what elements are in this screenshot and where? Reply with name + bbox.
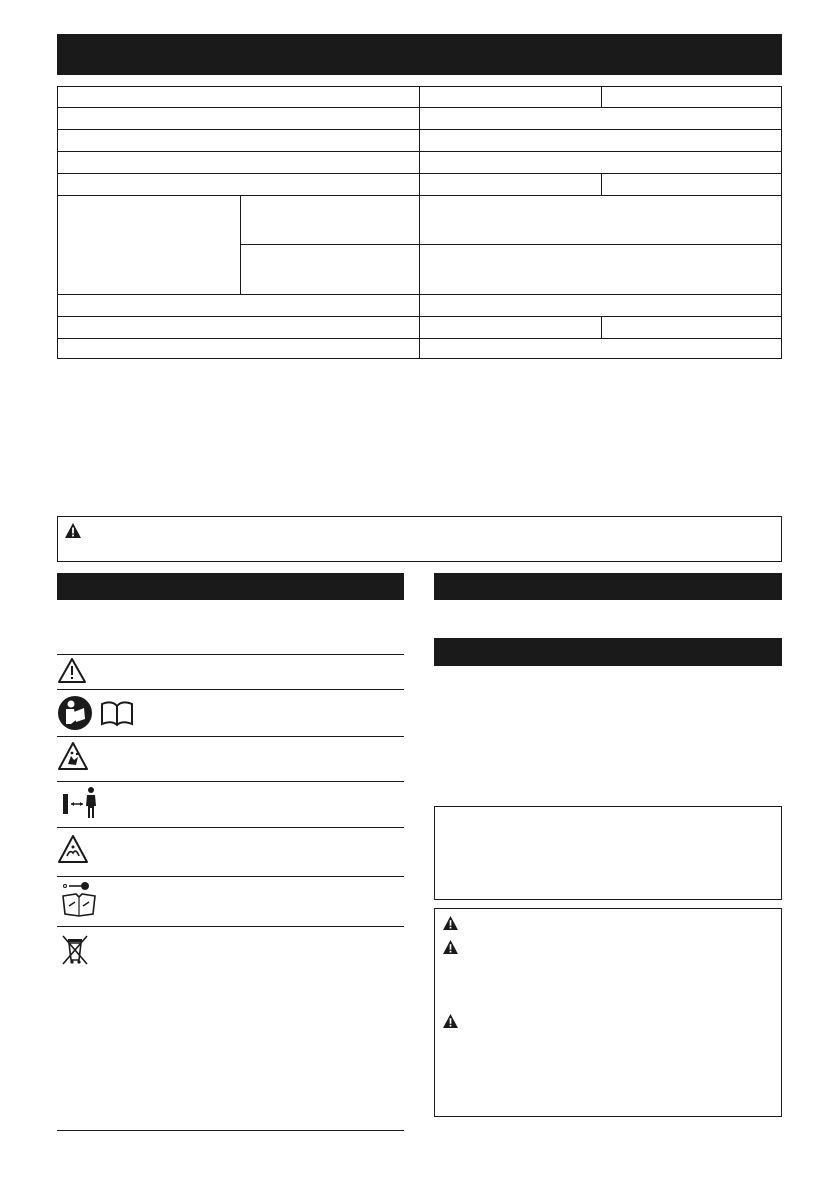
warning-box xyxy=(57,516,782,562)
warning-triangle-icon xyxy=(443,916,458,930)
falling-objects-icon xyxy=(57,741,89,771)
hazard-sign-icon xyxy=(57,834,89,864)
note-box xyxy=(434,806,782,900)
read-manual-icon xyxy=(57,694,135,732)
symbols-heading-bar xyxy=(57,573,404,600)
warning-triangle-icon xyxy=(65,523,81,538)
right-heading-bar-1 xyxy=(434,573,782,600)
title-bar xyxy=(57,34,782,75)
warning-triangle-icon xyxy=(443,1014,458,1028)
warning-triangle-icon xyxy=(57,657,87,684)
remove-key-icon xyxy=(61,880,99,920)
right-warning-box xyxy=(434,908,782,1117)
keep-distance-icon xyxy=(62,786,102,820)
no-disposal-bin-icon xyxy=(60,933,92,967)
right-heading-bar-2 xyxy=(434,638,782,666)
warning-triangle-icon xyxy=(443,940,458,954)
specification-table xyxy=(57,86,782,359)
